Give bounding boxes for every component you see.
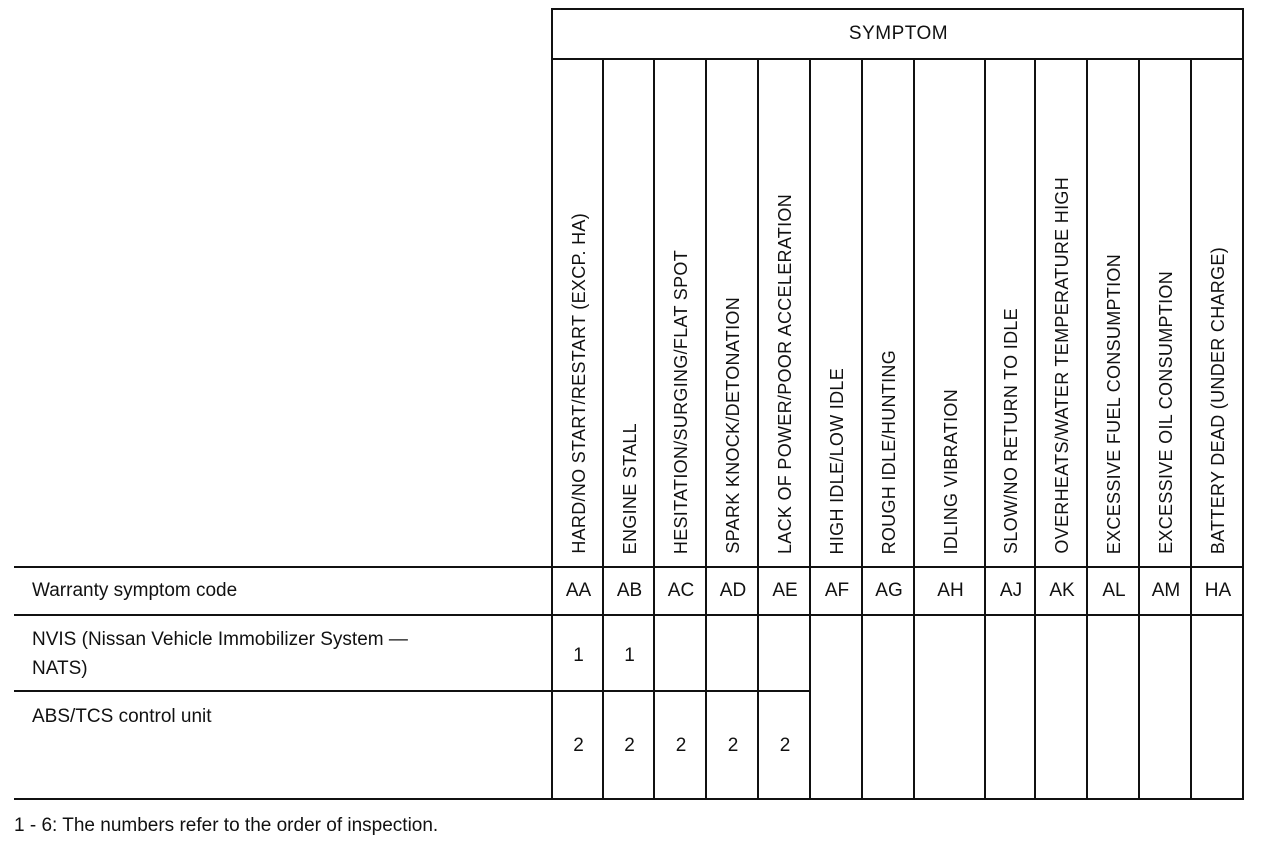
footnote: 1 - 6: The numbers refer to the order of inspection. (14, 815, 439, 836)
warranty-code-cell: AK (1049, 580, 1075, 601)
column-divider (653, 58, 655, 800)
table-top-border (553, 8, 1244, 10)
warranty-code-cell: AL (1102, 580, 1126, 601)
warranty-code-cell: AJ (999, 580, 1023, 601)
inspection-order-cell: 2 (727, 735, 739, 756)
symptom-column-header: SPARK KNOCK/DETONATION (723, 297, 743, 554)
symptom-header-divider (553, 58, 1244, 60)
column-divider (913, 58, 915, 800)
warranty-code-cell: AA (565, 580, 592, 601)
symptom-column-header: OVERHEATS/WATER TEMPERATURE HIGH (1052, 177, 1072, 554)
symptom-column-header: BATTERY DEAD (UNDER CHARGE) (1208, 246, 1228, 554)
symptom-column-header: EXCESSIVE FUEL CONSUMPTION (1104, 253, 1124, 554)
symptom-column-header: ROUGH IDLE/HUNTING (879, 349, 899, 554)
warranty-code-cell: AB (616, 580, 643, 601)
symptom-column-header: IDLING VIBRATION (940, 388, 961, 554)
symptom-header: SYMPTOM (848, 23, 949, 44)
symptom-column-header: HESITATION/SURGING/FLAT SPOT (671, 249, 691, 554)
column-divider (1086, 58, 1088, 800)
symptom-column-header: HARD/NO START/RESTART (EXCP. HA) (568, 213, 589, 554)
row-label-nvis-line1: NVIS (Nissan Vehicle Immobilizer System — (32, 629, 408, 650)
inspection-order-cell: 2 (779, 735, 791, 756)
warranty-code-cell: AE (772, 580, 798, 601)
table-right-border (1242, 8, 1244, 800)
nvis-row-divider (14, 690, 810, 692)
row-label-nvis-line2: NATS) (32, 658, 88, 679)
row-label-warranty: Warranty symptom code (32, 580, 238, 601)
column-divider (1190, 58, 1192, 800)
warranty-code-cell: AM (1151, 580, 1181, 601)
warranty-code-cell: AF (824, 580, 850, 601)
symptom-column-header: HIGH IDLE/LOW IDLE (827, 367, 847, 554)
warranty-code-cell: AC (667, 580, 695, 601)
inspection-order-cell: 2 (624, 735, 635, 756)
column-divider (1138, 58, 1140, 800)
column-divider (809, 58, 811, 800)
symptom-column-header: ENGINE STALL (619, 422, 640, 554)
column-divider (861, 58, 863, 800)
warranty-code-cell: HA (1204, 580, 1232, 601)
inspection-order-cell: 1 (624, 645, 635, 666)
symptom-column-header: EXCESSIVE OIL CONSUMPTION (1156, 271, 1176, 554)
inspection-order-cell: 2 (675, 735, 687, 756)
table-bottom-border (14, 798, 1244, 800)
column-divider (602, 58, 604, 800)
inspection-order-cell: 1 (573, 645, 584, 666)
column-divider (984, 58, 986, 800)
header-bottom-border (14, 566, 1244, 568)
symptom-column-header: SLOW/NO RETURN TO IDLE (1001, 308, 1021, 554)
symptom-column-header: LACK OF POWER/POOR ACCELERATION (775, 193, 795, 554)
inspection-order-cell: 2 (573, 735, 584, 756)
column-divider (705, 58, 707, 800)
symptom-left-border (551, 8, 553, 800)
codes-row-divider (14, 614, 1244, 616)
column-divider (1034, 58, 1036, 800)
column-divider (757, 58, 759, 800)
warranty-code-cell: AG (875, 580, 903, 601)
warranty-code-cell: AD (719, 580, 747, 601)
row-label-abs-tcs: ABS/TCS control unit (32, 706, 212, 727)
warranty-code-cell: AH (937, 580, 964, 601)
